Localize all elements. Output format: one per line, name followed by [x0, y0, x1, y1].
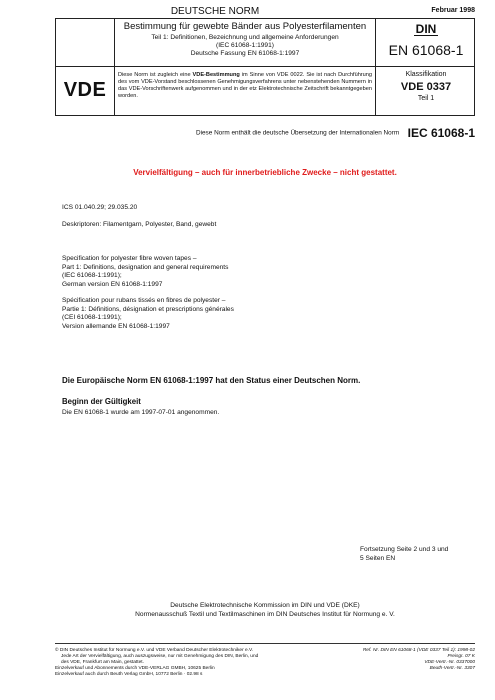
descriptors: Deskriptoren: Filamentgarn, Polyester, Band, gewebt	[62, 221, 217, 228]
classification-block	[376, 71, 476, 102]
footer-divider	[55, 643, 475, 644]
vde-logo	[60, 77, 110, 101]
subtitle-line: (IEC 61068-1:1991)	[216, 42, 274, 49]
french-title: Spécification pour rubans tissés en fibres de polyester – Partie 1: Définitions, désignation et prescriptions générales (CEI 61068-1:1991); Version allemande EN 61068-1:1997	[62, 297, 234, 330]
validity-text: Die EN 61068-1 wurde am 1997-07-01 angenommen.	[62, 409, 220, 416]
publication-date: Februar 1998	[431, 7, 475, 14]
footer-copyright: © DIN Deutsches Institut für Normung e.V. und VDE Verband Deutscher Elektrotechniker e.V. Jede Art der Vervielfältigung, auch auszugsweise, nur mit Genehmigung des DIN, Berlin, und des VDE, Frankfurt am Main, gestattet. Einzelverkauf und Abonnements durch VDE-VERLAG GMBH, 10625 Berlin Einzelverkauf auch durch Beuth Verlag GmbH, 10772 Berlin · 02.98 s	[55, 648, 259, 677]
iec-text: Diese Norm enthält die deutsche Übersetzung der Internationalen Norm	[195, 129, 400, 137]
english-title: Specification for polyester fibre woven tapes – Part 1: Definitions, designation and general requirements (IEC 61068-1:1991); German version EN 61068-1:1997	[62, 255, 229, 288]
title-block	[116, 21, 374, 58]
subtitle-line: Teil 1: Definitionen, Bezeichnung und allgemeine Anforderungen	[151, 34, 339, 41]
vde-notice: Diese Norm ist zugleich eine VDE-Bestimmung im Sinne von VDE 0022. Sie ist nach Durchführung des vom VDE-Vorstand beschlossenen Genehmigungsverfahrens unter nebenstehenden Nummern in das VDE-Vorschriftenwerk aufgenommen und in der etz Elektrotechnische Zeitschrift bekanntgegeben worden.	[118, 72, 372, 99]
vde-number: VDE 0337	[400, 81, 452, 93]
continuation-note: Fortsetzung Seite 2 und 3 und 5 Seiten EN	[360, 546, 449, 562]
status-statement: Die Europäische Norm EN 61068-1:1997 hat den Status einer Deutschen Norm.	[62, 376, 361, 385]
vde-logo-text: VDE	[63, 79, 107, 101]
norm-type-label: DEUTSCHE NORM	[170, 6, 260, 17]
commission-block: Deutsche Elektrotechnische Kommission im DIN und VDE (DKE) Normenausschuß Textil und Textilmaschinen im DIN Deutsches Institut für Normung e. V.	[135, 602, 395, 618]
subtitle-line: Deutsche Fassung EN 61068-1:1997	[190, 50, 300, 57]
iec-reference	[55, 124, 475, 142]
ics-codes: ICS 01.040.29; 29.035.20	[62, 204, 138, 211]
document-subtitle	[116, 34, 374, 58]
iec-number: IEC 61068-1	[407, 125, 475, 140]
top-bar	[55, 5, 475, 19]
document-title: Bestimmung für gewebte Bänder aus Polyesterfilamenten	[123, 21, 367, 32]
footer-reference: Ref. Nr. DIN EN 61068-1 (VDE 0337 Teil 1): 1998-02 Preisgr. 07 K VDE-Vertr.-Nr. 0337000 Beuth-Vertr.-Nr. 3307	[362, 648, 475, 671]
en-number: EN 61068-1	[388, 42, 464, 58]
din-logo: DIN	[415, 22, 437, 36]
validity-heading: Beginn der Gültigkeit	[62, 397, 141, 406]
din-block	[376, 20, 476, 58]
copy-warning: Vervielfältigung – auch für innerbetriebliche Zwecke – nicht gestattet.	[133, 168, 397, 177]
part-number: Teil 1	[417, 95, 435, 102]
header-box	[55, 18, 475, 116]
classification-label: Klassifikation	[405, 71, 447, 78]
